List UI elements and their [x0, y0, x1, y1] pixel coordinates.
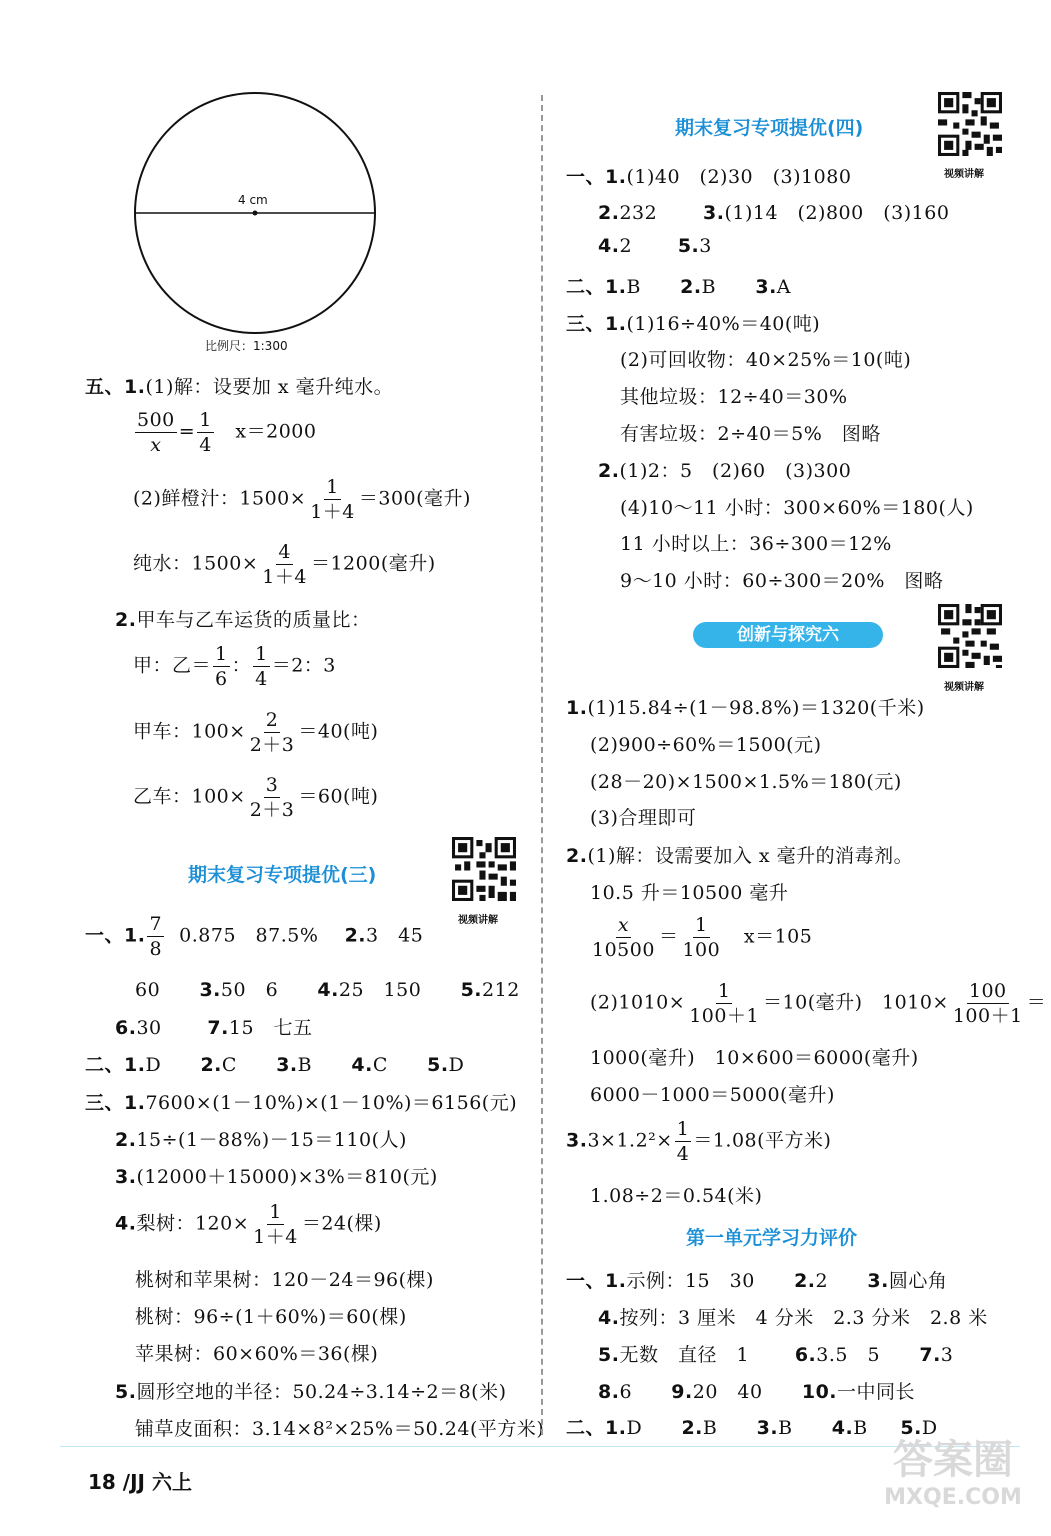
q5-2: 2.甲车与乙车运货的质量比：	[115, 609, 371, 631]
u1-row3: 5.无数 直径 1 6.3.5 5 7.3	[598, 1344, 954, 1366]
s3-1: 三、1.7600×(1－10%)×(1－10%)＝6156(元)	[85, 1092, 518, 1114]
q5-2-yi: 乙车：100× $\frac{3}{2+3}$ ＝60(吨)	[133, 774, 379, 821]
c2-part2: (2)1010× $\frac{1}{100+1}$ ＝10(毫升) 1010× $\frac{100}{100+1}$ ＝	[590, 980, 1047, 1027]
c2g: 6000－1000＝5000(毫升)	[590, 1084, 835, 1106]
watermark-logo: 答案圈 MXQE.COM	[884, 1437, 1022, 1510]
c1c: (28－20)×1500×1.5%＝180(元)	[590, 771, 902, 793]
page-number: 18 /JJ 六上	[88, 1470, 192, 1494]
banner-innovation: 创新与探究六	[693, 622, 883, 648]
s3-4: 4.梨树：120× $\frac{1}{1+4}$ ＝24(棵)	[115, 1201, 382, 1248]
heading-review-4: 期末复习专项提优(四)	[675, 117, 864, 139]
s3-5: 5.圆形空地的半径：50.24÷3.14÷2＝8(米)	[115, 1381, 507, 1403]
q5-1-equation: $\frac{500}{x}$ = $\frac{1}{4}$ x＝2000	[137, 409, 317, 456]
s3-4c: 桃树和苹果树：120－24＝96(棵)	[135, 1269, 434, 1291]
r3-1: 三、1.(1)16÷40%＝40(吨)	[566, 313, 821, 335]
c3c: 1.08÷2＝0.54(米)	[590, 1185, 763, 1207]
c2: 2.(1)解：设需要加入 x 毫升的消毒剂。	[566, 845, 914, 867]
r3-1c: 其他垃圾：12÷40＝30%	[620, 386, 848, 408]
scale-label: 比例尺：1:300	[205, 339, 288, 353]
heading-review-3: 期末复习专项提优(三)	[188, 864, 377, 886]
s1-row3: 6.30 7.15 七五	[115, 1017, 313, 1039]
r1-1: 一、1.(1)40 (2)30 (3)1080	[566, 166, 852, 188]
qr-code-icon[interactable]	[938, 92, 1002, 156]
r3-2: 2.(1)2：5 (2)60 (3)300	[598, 460, 852, 482]
u1-row4: 8.6 9.20 40 10.一中同长	[598, 1381, 916, 1403]
r3-1d: 有害垃圾：2÷40＝5% 图略	[620, 423, 881, 445]
r3-2b: (4)10～11 小时：300×60%＝180(人)	[620, 497, 974, 519]
c1d: (3)合理即可	[590, 807, 697, 829]
c2-equation: $\frac{x}{10500}$ ＝ $\frac{1}{100}$ x＝105	[592, 914, 813, 961]
u2-row: 二、1.D 2.B 3.B 4.B 5.D	[566, 1417, 938, 1439]
r2: 二、1.B 2.B 3.A	[566, 276, 792, 298]
c1b: (2)900÷60%＝1500(元)	[590, 734, 822, 756]
heading-unit1: 第一单元学习力评价	[686, 1227, 858, 1249]
s3-5b: 铺草皮面积：3.14×8²×25%＝50.24(平方米)	[135, 1418, 545, 1440]
q5-1-part2: (2)鲜橙汁：1500× $\frac{1}{1+4}$ ＝300(毫升)	[133, 476, 471, 523]
c3: 3.3×1.2²× $\frac{1}{4}$ ＝1.08(平方米)	[566, 1118, 832, 1165]
u1-row1: 一、1.示例：15 30 2.2 3.圆心角	[566, 1270, 948, 1292]
s2-row: 二、1.D 2.C 3.B 4.C 5.D	[85, 1054, 465, 1076]
r1-4: 4.2 5.3	[598, 235, 712, 257]
r1-2: 2.232 3.(1)14 (2)800 (3)160	[598, 202, 950, 224]
u1-row2: 4.按列：3 厘米 4 分米 2.3 分米 2.8 米	[598, 1307, 988, 1329]
qr-code-icon[interactable]	[452, 837, 516, 901]
column-divider	[541, 95, 543, 1435]
s1-row2: 60 3.50 6 4.25 150 5.212	[135, 979, 520, 1001]
s3-4e: 苹果树：60×60%＝36(棵)	[135, 1343, 379, 1365]
s3-3: 3.(12000＋15000)×3%＝810(元)	[115, 1166, 438, 1188]
qr-code-icon[interactable]	[938, 604, 1002, 668]
q5-1: 五、1.(1)解：设要加 x 毫升纯水。	[85, 376, 394, 398]
c2f: 1000(毫升) 10×600＝6000(毫升)	[590, 1047, 919, 1069]
c2b: 10.5 升＝10500 毫升	[590, 882, 789, 904]
c1: 1.(1)15.84÷(1－98.8%)＝1320(千米)	[566, 697, 925, 719]
q5-2-jia: 甲车：100× $\frac{2}{2+3}$ ＝40(吨)	[133, 709, 379, 756]
qr-label: 视频讲解	[944, 169, 984, 180]
qr-label: 视频讲解	[458, 915, 498, 926]
s3-4d: 桃树：96÷(1＋60%)＝60(棵)	[135, 1306, 407, 1328]
s1-row1: 一、1. $\frac{7}{8}$ 0.875 87.5% 2.3 45	[85, 913, 424, 960]
r3-1b: (2)可回收物：40×25%＝10(吨)	[620, 349, 912, 371]
q5-1-part3: 纯水：1500× $\frac{4}{1+4}$ ＝1200(毫升)	[133, 541, 436, 588]
circle-figure	[130, 90, 380, 340]
s3-2: 2.15÷(1－88%)－15＝110(人)	[115, 1129, 407, 1151]
r3-2d: 9～10 小时：60÷300＝20% 图略	[620, 570, 944, 592]
diameter-label: 4 cm	[238, 193, 268, 207]
qr-label: 视频讲解	[944, 682, 984, 693]
r3-2c: 11 小时以上：36÷300＝12%	[620, 533, 892, 555]
q5-2-ratio: 甲：乙＝ $\frac{1}{6}$ ： $\frac{1}{4}$ ＝2：3	[133, 643, 336, 690]
